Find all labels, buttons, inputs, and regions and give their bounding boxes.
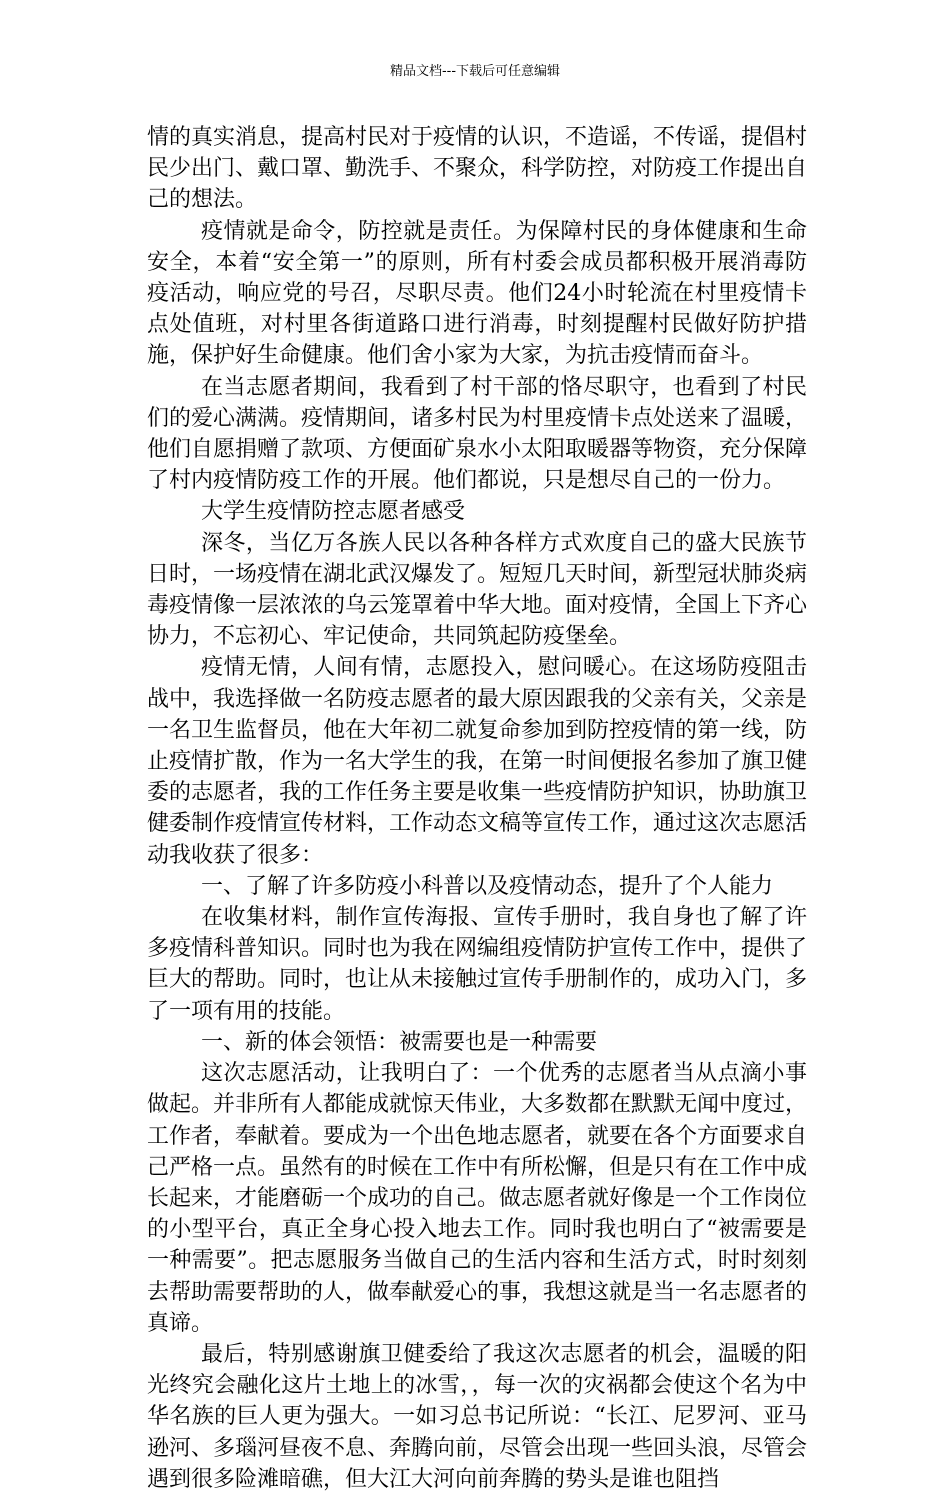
paragraph: 在当志愿者期间，我看到了村干部的恪尽职守，也看到了村民们的爱心满满。疫情期间，诸多村民为村里疫情卡点处送来了温暖，他们自愿捐赠了款项、方便面矿泉水小太阳取暖器等物资，充分保障了村内疫情防疫工作的开展。他们都说，只是想尽自己的一份力。 bbox=[147, 374, 808, 494]
document-body bbox=[147, 122, 807, 1495]
paragraph: 疫情就是命令，防控就是责任。为保障村民的身体健康和生命安全，本着“安全第一”的原则，所有村委会成员都积极开展消毒防疫活动，响应党的号召，尽职尽责。他们24小时轮流在村里疫情卡点处值班，对村里各街道路口进行消毒，时刻提醒村民做好防护措施，保护好生命健康。他们舍小家为大家，为抗击疫情而奋斗。 bbox=[147, 218, 807, 369]
paragraph: 这次志愿活动，让我明白了：一个优秀的志愿者当从点滴小事做起。并非所有人都能成就惊天伟业，大多数都在默默无闻中度过，工作者，奉献着。要成为一个出色地志愿者，就要在各个方面要求自己严格一点。虽然有的时候在工作中有所松懈，但是只有在工作中成长起来，才能磨砺一个成功的自己。做志愿者就好像是一个工作岗位的小型平台，真正全身心投入地去工作。同时我也明白了“被需要是一种需要”。把志愿服务当做自己的生活内容和生活方式，时时刻刻去帮助需要帮助的人，做奉献爱心的事，我想这就是当一名志愿者的真谛。 bbox=[147, 1061, 808, 1336]
paragraph: 在收集材料，制作宣传海报、宣传手册时，我自身也了解了许多疫情科普知识。同时也为我在网编组疫情防护宣传工作中，提供了巨大的帮助。同时，也让从未接触过宣传手册制作的，成功入门，多了一项有用的技能。 bbox=[147, 905, 808, 1024]
page-header: 精品文档---下载后可任意编辑 bbox=[389, 64, 561, 79]
paragraph: 疫情无情，人间有情，志愿投入，慰问暖心。在这场防疫阻击战中，我选择做一名防疫志愿者的最大原因跟我的父亲有关，父亲是一名卫生监督员，他在大年初二就复命参加到防控疫情的第一线，防止疫情扩散，作为一名大学生的我，在第一时间便报名参加了旗卫健委的志愿者，我的工作任务主要是收集一些疫情防护知识，协助旗卫健委制作疫情宣传材料，工作动态文稿等宣传工作，通过这次志愿活动我收获了很多： bbox=[147, 655, 808, 868]
paragraph: 深冬，当亿万各族人民以各种各样方式欢度自己的盛大民族节日时，一场疫情在湖北武汉爆发了。短短几天时间，新型冠状肺炎病毒疫情像一层浓浓的乌云笼罩着中华大地。面对疫情，全国上下齐心协力，不忘初心、牢记使命，共同筑起防疫堡垒。 bbox=[147, 530, 808, 650]
subheading: 一、新的体会领悟：被需要也是一种需要 bbox=[201, 1029, 598, 1055]
paragraph: 情的真实消息，提高村民对于疫情的认识，不造谣，不传谣，提倡村民少出门、戴口罩、勤洗手、不聚众，科学防控，对防疫工作提出自己的想法。 bbox=[147, 125, 808, 213]
subheading: 一、了解了许多防疫小科普以及疫情动态，提升了个人能力 bbox=[201, 873, 774, 899]
section-heading: 大学生疫情防控志愿者感受 bbox=[201, 499, 466, 525]
paragraph: 最后，特别感谢旗卫健委给了我这次志愿者的机会，温暖的阳光终究会融化这片土地上的冰雪，，每一次的灾祸都会使这个名为中华名族的巨人更为强大。一如习总书记所说：“长江、尼罗河、亚马逊河、多瑙河昼夜不息、奔腾向前，尽管会出现一些回头浪，尽管会遇到很多险滩暗礁，但大江大河向前奔腾的势头是谁也阻挡 bbox=[147, 1341, 808, 1492]
